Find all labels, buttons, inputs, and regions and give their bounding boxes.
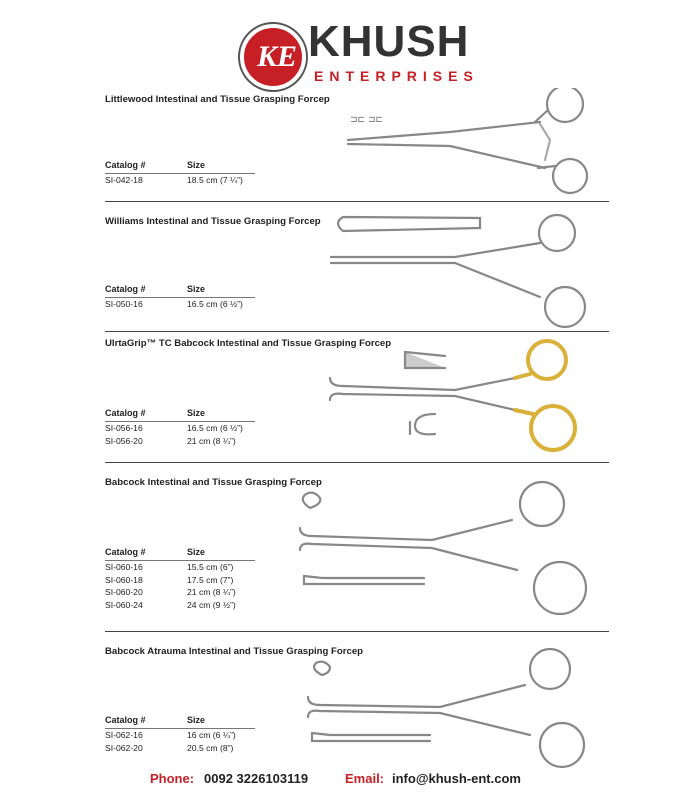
catalog-header: Catalog # bbox=[105, 284, 146, 294]
size-value: 21 cm (8 ¼”) bbox=[187, 587, 236, 597]
email-label: Email: bbox=[345, 771, 385, 786]
spec-header bbox=[105, 715, 255, 729]
svg-text:⊐⊏ ⊐⊏: ⊐⊏ ⊐⊏ bbox=[350, 115, 384, 125]
catalog-number: SI-060-16 bbox=[105, 562, 143, 572]
spec-row bbox=[105, 599, 255, 612]
spec-table bbox=[105, 715, 255, 754]
spec-table bbox=[105, 547, 255, 611]
product-title: Babcock Intestinal and Tissue Grasping Forcep bbox=[105, 477, 322, 488]
catalog-number: SI-060-20 bbox=[105, 587, 143, 597]
spec-table bbox=[105, 160, 255, 187]
size-header: Size bbox=[187, 715, 206, 725]
email-address[interactable]: info@khush-ent.com bbox=[392, 771, 521, 786]
catalog-header: Catalog # bbox=[105, 160, 146, 170]
spec-table bbox=[105, 408, 255, 447]
littlewood-forcep-illustration bbox=[330, 88, 600, 198]
spec-row bbox=[105, 422, 255, 435]
spec-header bbox=[105, 408, 255, 422]
section-divider bbox=[105, 631, 609, 632]
williams-forcep-illustration bbox=[325, 205, 605, 333]
spec-row bbox=[105, 742, 255, 755]
babcock-forcep-illustration bbox=[292, 478, 602, 618]
catalog-header: Catalog # bbox=[105, 715, 146, 725]
size-value: 18.5 cm (7 ¼”) bbox=[187, 175, 243, 185]
section-divider bbox=[105, 201, 609, 202]
size-value: 16.5 cm (6 ½”) bbox=[187, 299, 243, 309]
catalog-number: SI-060-24 bbox=[105, 599, 143, 610]
size-value: 15.5 cm (6”) bbox=[187, 562, 234, 572]
section-divider bbox=[105, 331, 609, 332]
size-value: 17.5 cm (7”) bbox=[187, 574, 234, 585]
size-header: Size bbox=[187, 284, 206, 294]
ultragrip-forcep-illustration bbox=[325, 338, 605, 460]
spec-header bbox=[105, 284, 255, 298]
size-value: 16 cm (6 ¼”) bbox=[187, 730, 236, 740]
product-title: UlrtaGrip™ TC Babcock Intestinal and Tissue Grasping Forcep bbox=[105, 338, 392, 349]
company-subtitle: ENTERPRISES bbox=[314, 68, 479, 84]
spec-table bbox=[105, 284, 255, 311]
section-divider bbox=[105, 462, 609, 463]
product-title: Babcock Atrauma Intestinal and Tissue Grasping Forcep bbox=[105, 646, 364, 657]
company-name: KHUSH bbox=[308, 17, 470, 66]
size-header: Size bbox=[187, 547, 206, 557]
spec-row bbox=[105, 174, 255, 187]
catalog-header: Catalog # bbox=[105, 547, 146, 557]
contact-footer bbox=[0, 771, 689, 791]
catalog-number: SI-062-20 bbox=[105, 742, 143, 753]
size-value: 20.5 cm (8”) bbox=[187, 742, 234, 753]
spec-row bbox=[105, 729, 255, 742]
catalog-header: Catalog # bbox=[105, 408, 146, 418]
spec-row bbox=[105, 435, 255, 448]
spec-header bbox=[105, 160, 255, 174]
logo-monogram: KE bbox=[256, 40, 298, 73]
catalog-number: SI-042-18 bbox=[105, 175, 143, 185]
size-value: 24 cm (9 ½”) bbox=[187, 599, 236, 610]
catalog-number: SI-056-20 bbox=[105, 435, 143, 446]
size-value: 16.5 cm (6 ½”) bbox=[187, 423, 243, 433]
phone-label: Phone: bbox=[150, 771, 195, 786]
spec-header bbox=[105, 547, 255, 561]
spec-row bbox=[105, 298, 255, 311]
size-header: Size bbox=[187, 160, 206, 170]
spec-row bbox=[105, 561, 255, 574]
size-value: 21 cm (8 ¼”) bbox=[187, 435, 236, 446]
product-title: Williams Intestinal and Tissue Grasping Forcep bbox=[105, 216, 321, 227]
spec-row bbox=[105, 574, 255, 587]
babcock-atrauma-forcep-illustration bbox=[300, 645, 600, 770]
logo-emblem bbox=[240, 24, 306, 90]
catalog-number: SI-062-16 bbox=[105, 730, 143, 740]
spec-row bbox=[105, 586, 255, 599]
catalog-number: SI-050-16 bbox=[105, 299, 143, 309]
company-logo bbox=[228, 8, 479, 88]
catalog-number: SI-060-18 bbox=[105, 574, 143, 585]
product-title: Littlewood Intestinal and Tissue Grasping Forcep bbox=[105, 94, 330, 105]
size-header: Size bbox=[187, 408, 206, 418]
phone-number[interactable]: 0092 3226103119 bbox=[204, 771, 309, 786]
catalog-number: SI-056-16 bbox=[105, 423, 143, 433]
